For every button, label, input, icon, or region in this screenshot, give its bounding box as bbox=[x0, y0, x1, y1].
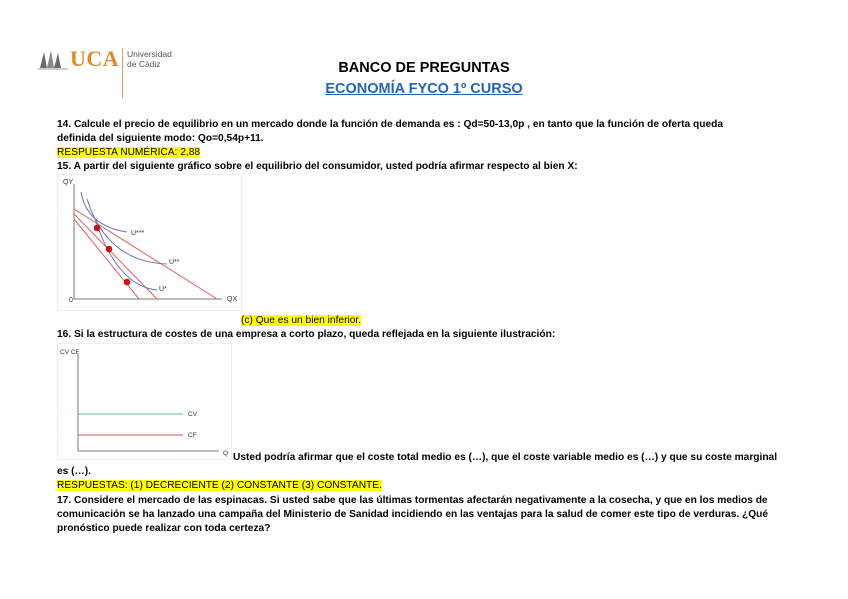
page-subtitle: ECONOMÍA FYCO 1º CURSO bbox=[325, 81, 523, 97]
chart1-ylabel: QY bbox=[63, 179, 74, 186]
series-label-u3: U*** bbox=[131, 230, 145, 237]
series-label-u2: U** bbox=[169, 259, 180, 266]
cv-label: CV bbox=[188, 411, 198, 418]
q14-line2: definida del siguiente modo: Qo=0,54p+11. bbox=[57, 133, 264, 144]
page-title: BANCO DE PREGUNTAS bbox=[338, 60, 510, 76]
logo-line1: Universidad bbox=[127, 49, 172, 59]
q16-line-after-chart: Usted podría afirmar que el coste total medio es (…), que el coste variable medio es (…) y que su coste marginal bbox=[233, 452, 778, 463]
logo-line2: de Cádiz bbox=[127, 59, 161, 69]
q17-line3: pronóstico puede realizar con toda certeza? bbox=[57, 523, 271, 534]
logo-brand: UCA bbox=[70, 46, 120, 71]
chart2-ylabel: CV CF bbox=[60, 349, 80, 356]
q15-question: 15. A partir del siguiente gráfico sobre el equilibrio del consumidor, usted podría afirmar respecto al bien X: bbox=[57, 161, 578, 172]
consumer-equilibrium-chart bbox=[57, 174, 242, 311]
equilibrium-point-1 bbox=[94, 225, 101, 232]
cf-label: CF bbox=[188, 432, 197, 439]
q17-line2: comunicación se ha lanzado una campaña del Ministerio de Sanidad incidiendo en las ventajas para la salud de comer este tipo de verduras. ¿Qué bbox=[57, 509, 769, 520]
chart1-origin: 0 bbox=[69, 297, 73, 304]
equilibrium-point-2 bbox=[106, 246, 113, 253]
chart2-xlabel: Q bbox=[223, 450, 229, 457]
q14-line1: 14. Calcule el precio de equilibrio en un mercado donde la función de demanda es : Qd=50-13,0p , en tanto que la función de oferta queda bbox=[57, 119, 724, 130]
equilibrium-point-3 bbox=[124, 279, 131, 286]
q16-question: 16. Si la estructura de costes de una empresa a corto plazo, queda reflejada en la siguiente ilustración: bbox=[57, 329, 556, 340]
q16-answer: RESPUESTAS: (1) DECRECIENTE (2) CONSTANTE (3) CONSTANTE. bbox=[57, 480, 382, 491]
q15-answer: (c) Que es un bien inferior. bbox=[241, 315, 362, 326]
chart1-xlabel: QX bbox=[227, 296, 238, 303]
q17-line1: 17. Considere el mercado de las espinacas. Si usted sabe que las últimas tormentas afectarán negativamente a la cosecha, y que en los medios de bbox=[57, 495, 768, 506]
q14-answer: RESPUESTA NUMÉRICA: 2,88 bbox=[57, 147, 201, 158]
cost-structure-chart bbox=[57, 343, 232, 460]
series-label-u1: U* bbox=[159, 286, 167, 293]
q16-line-cont: es (…). bbox=[57, 466, 91, 477]
